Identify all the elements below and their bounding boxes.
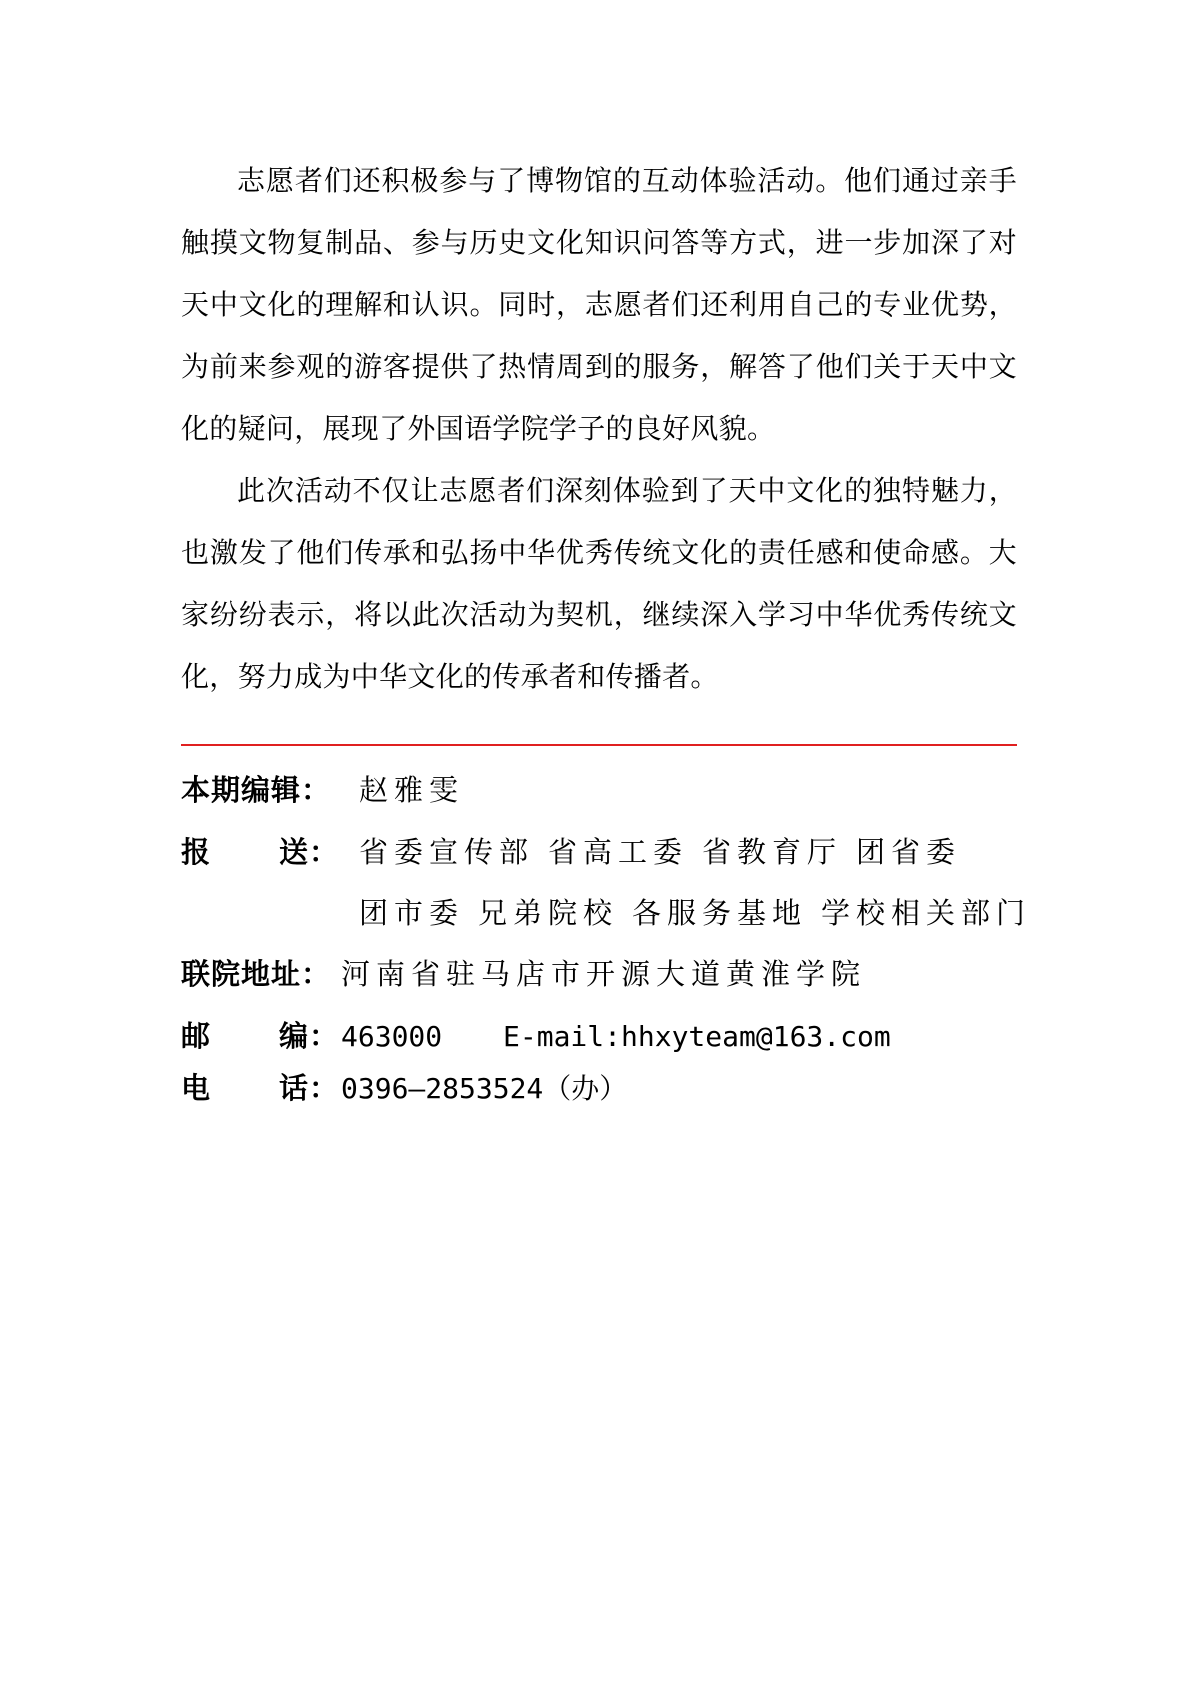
article-body bbox=[181, 150, 1017, 708]
report-to-label-right: 送： bbox=[279, 835, 340, 869]
report-to-row-continued bbox=[359, 893, 1031, 933]
recipient: 团市委 bbox=[359, 896, 465, 930]
editor-row bbox=[181, 770, 464, 810]
article-paragraph: 此次活动不仅让志愿者们深刻体验到了天中文化的独特魅力，也激发了他们传承和弘扬中华优秀传统文化的责任感和使命感。大家纷纷表示，将以此次活动为契机，继续深入学习中华优秀传统文化，努力成为中华文化的传承者和传播者。 bbox=[181, 474, 1017, 693]
postcode-value: 463000 bbox=[341, 1020, 443, 1053]
recipient: 兄弟院校 bbox=[478, 896, 619, 930]
phone-row bbox=[181, 1068, 627, 1109]
recipient: 省高工委 bbox=[548, 835, 689, 869]
report-to-label-left: 报 bbox=[181, 835, 212, 869]
recipient: 省教育厅 bbox=[702, 835, 843, 869]
address-value: 河南省驻马店市开源大道黄淮学院 bbox=[341, 957, 867, 991]
recipient: 学校相关部门 bbox=[821, 896, 1032, 930]
postcode-label-left: 邮 bbox=[181, 1019, 212, 1053]
editor-name: 赵雅雯 bbox=[359, 773, 465, 807]
editor-label: 本期编辑： bbox=[181, 773, 332, 807]
postcode-label-right: 编： bbox=[279, 1019, 340, 1053]
postcode-row bbox=[181, 1016, 891, 1057]
phone-label-right: 话： bbox=[279, 1071, 340, 1105]
address-row bbox=[181, 954, 866, 994]
report-to-row bbox=[181, 832, 961, 872]
recipient: 各服务基地 bbox=[632, 896, 808, 930]
address-label: 联院地址： bbox=[181, 957, 332, 991]
phone-label-left: 电 bbox=[181, 1071, 212, 1105]
phone-value: 0396—2853524（办） bbox=[341, 1072, 628, 1105]
red-divider-line bbox=[181, 744, 1017, 746]
article-paragraph: 志愿者们还积极参与了博物馆的互动体验活动。他们通过亲手触摸文物复制品、参与历史文化知识问答等方式，进一步加深了对天中文化的理解和认识。同时，志愿者们还利用自己的专业优势，为前来参观的游客提供了热情周到的服务，解答了他们关于天中文化的疑问，展现了外国语学院学子的良好风貌。 bbox=[181, 164, 1017, 445]
email-address: E-mail:hhxyteam@163.com bbox=[503, 1020, 891, 1053]
recipient: 团省委 bbox=[856, 835, 962, 869]
recipient: 省委宣传部 bbox=[359, 835, 535, 869]
